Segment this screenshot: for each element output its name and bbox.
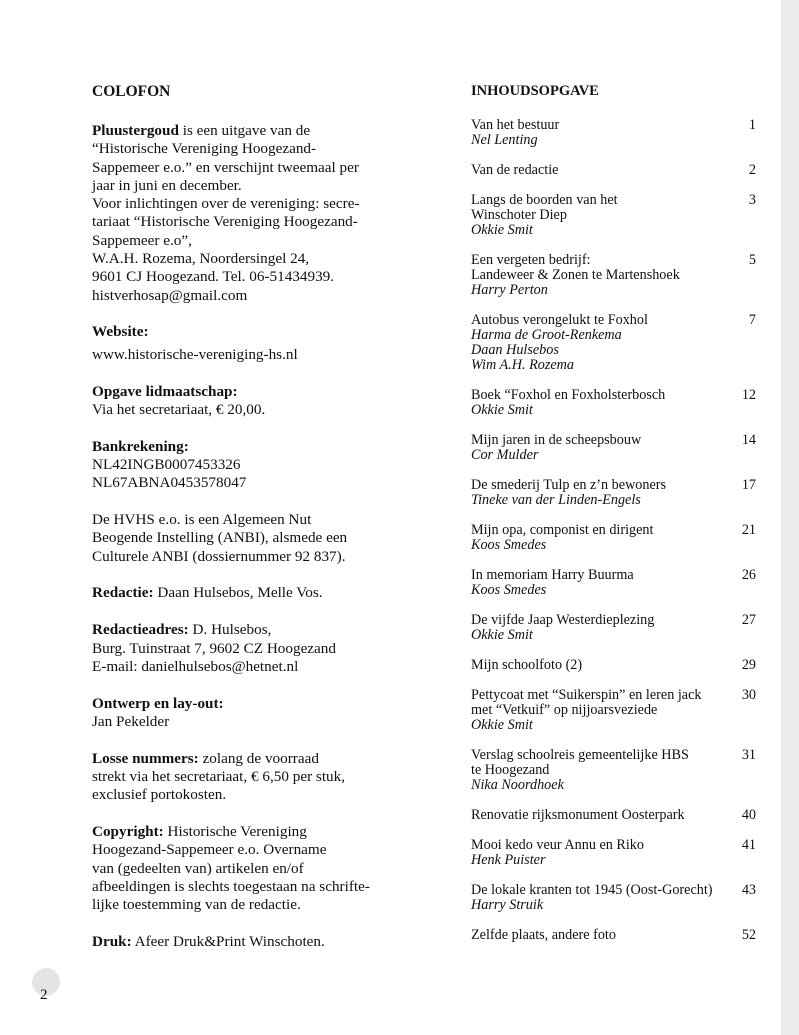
editors-label: Redactie:	[92, 584, 154, 602]
toc-entry-title: Autobus verongelukt te Foxhol	[471, 312, 648, 328]
toc-entry[interactable]	[471, 193, 756, 238]
toc-entry-author: Okkie Smit	[471, 222, 533, 238]
toc-entry[interactable]	[471, 838, 756, 868]
copyright-line: van (gedeelten van) artikelen en/of	[92, 859, 304, 877]
table-of-contents	[471, 82, 756, 958]
toc-entry-title: Winschoter Diep	[471, 207, 567, 223]
toc-entry-page-number: 12	[741, 387, 756, 403]
toc-entry[interactable]	[471, 433, 756, 463]
toc-entry-author: Okkie Smit	[471, 627, 533, 643]
toc-entry[interactable]	[471, 928, 756, 943]
intro-line: W.A.H. Rozema, Noordersingel 24,	[92, 250, 310, 268]
website-url: www.historische-vereniging-hs.nl	[92, 345, 298, 363]
toc-entry-page-number: 2	[748, 162, 756, 178]
website-block	[92, 323, 422, 364]
toc-heading: INHOUDSOPGAVE	[471, 83, 599, 99]
anbi-line: De HVHS e.o. is een Algemeen Nut	[92, 511, 312, 529]
toc-entry-page-number: 30	[741, 687, 756, 703]
toc-entry-title: Boek “Foxhol en Foxholsterbosch	[471, 387, 666, 403]
toc-entry-page-number: 14	[741, 432, 756, 448]
toc-entry[interactable]	[471, 658, 756, 673]
toc-entry-title: Een vergeten bedrijf:	[471, 252, 591, 268]
membership-value: Via het secretariaat, € 20,00.	[92, 400, 266, 418]
toc-entry-page-number: 26	[741, 567, 756, 583]
toc-entry-author: Koos Smedes	[471, 537, 547, 553]
toc-entry-author: Nel Lenting	[471, 132, 538, 148]
toc-entry-page-number: 43	[741, 882, 756, 898]
toc-entry-page-number: 5	[748, 252, 756, 268]
membership-label: Opgave lidmaatschap:	[92, 382, 238, 400]
toc-entry-title: Mooi kedo veur Annu en Riko	[471, 837, 644, 853]
anbi-line: Culturele ANBI (dossiernummer 92 837).	[92, 547, 346, 565]
toc-entry-page-number: 3	[748, 192, 756, 208]
scrollbar-track[interactable]	[781, 0, 799, 1035]
bank-block	[92, 438, 422, 493]
toc-entry-title: met “Vetkuif” op nijjoarsveziede	[471, 702, 658, 718]
toc-entry-title: Verslag schoolreis gemeentelijke HBS	[471, 747, 689, 763]
toc-entry-title: te Hoogezand	[471, 762, 550, 778]
toc-entry-title: In memoriam Harry Buurma	[471, 567, 634, 583]
toc-entry-author: Koos Smedes	[471, 582, 547, 598]
publication-name: Pluustergoud	[92, 122, 179, 139]
toc-entry-page-number: 21	[741, 522, 756, 538]
toc-entry-title: Pettycoat met “Suikerspin” en leren jack	[471, 687, 702, 703]
toc-entry-title: Landeweer & Zonen te Martenshoek	[471, 267, 680, 283]
toc-entry[interactable]	[471, 613, 756, 643]
intro-line: tariaat “Historische Vereniging Hoogezand-	[92, 213, 358, 231]
toc-entry-author: Daan Hulsebos	[471, 342, 559, 358]
toc-entry-author: Harry Struik	[471, 897, 544, 913]
copyright-block: Copyright: Historische Vereniging Hoogezand-Sappemeer e.o. Overname van (gedeelten van) artikelen en/of afbeeldingen is slechts toegestaan na schrifte- lijke toestemming van de redactie.	[92, 823, 422, 914]
website-label: Website:	[92, 323, 149, 341]
bank-label: Bankrekening:	[92, 437, 189, 455]
toc-entry-page-number: 40	[741, 807, 756, 823]
toc-entry-title: Mijn schoolfoto (2)	[471, 657, 583, 673]
toc-entry[interactable]	[471, 688, 756, 733]
toc-entry[interactable]	[471, 388, 756, 418]
bank-account: NL42INGB0007453326	[92, 455, 241, 473]
toc-entry[interactable]	[471, 883, 756, 913]
colofon-heading: COLOFON	[92, 83, 171, 100]
copyright-label: Copyright:	[92, 823, 164, 841]
toc-entry-page-number: 17	[741, 477, 756, 493]
colofon-column	[92, 82, 422, 970]
toc-entry-title: Langs de boorden van het	[471, 192, 618, 208]
copyright-line: afbeeldingen is slechts toegestaan na schrifte-	[92, 878, 370, 895]
toc-entry-page-number: 27	[741, 612, 756, 628]
single-issues-label: Losse nummers:	[92, 749, 199, 767]
toc-entry[interactable]	[471, 478, 756, 508]
editorial-address-label: Redactieadres:	[92, 621, 189, 639]
editor-email: E-mail: danielhulsebos@hetnet.nl	[92, 657, 299, 675]
toc-entry-title: Zelfde plaats, andere foto	[471, 927, 616, 943]
address-line: Burg. Tuinstraat 7, 9602 CZ Hoogezand	[92, 639, 336, 657]
toc-entry-author: Okkie Smit	[471, 717, 533, 733]
toc-entry-author: Henk Puister	[471, 852, 546, 868]
intro-line: Sappemeer e.o.” en verschijnt tweemaal per	[92, 158, 359, 176]
toc-entry-title: Mijn opa, componist en dirigent	[471, 522, 654, 538]
print-label: Druk:	[92, 933, 132, 951]
toc-entry-title: Mijn jaren in de scheepsbouw	[471, 432, 642, 448]
intro-line: 9601 CJ Hoogezand. Tel. 06-51434939.	[92, 268, 335, 286]
print-block	[92, 933, 422, 951]
toc-entry[interactable]	[471, 748, 756, 793]
editors-value: Daan Hulsebos, Melle Vos.	[153, 584, 323, 602]
intro-line: Voor inlichtingen over de vereniging: secre-	[92, 195, 360, 213]
toc-entry[interactable]	[471, 253, 756, 298]
toc-list	[471, 118, 756, 943]
toc-entry[interactable]	[471, 163, 756, 178]
toc-entry-title: Renovatie rijksmonument Oosterpark	[471, 807, 685, 823]
toc-entry-title: Van het bestuur	[471, 117, 560, 133]
toc-entry-author: Okkie Smit	[471, 402, 533, 418]
toc-entry-page-number: 1	[748, 117, 756, 133]
intro-line: jaar in juni en december.	[92, 176, 242, 194]
design-block	[92, 695, 422, 732]
page-number: 2	[40, 987, 48, 1003]
editors-block	[92, 584, 422, 602]
toc-entry[interactable]	[471, 118, 756, 148]
single-issues-line: strekt via het secretariaat, € 6,50 per stuk,	[92, 768, 346, 786]
anbi-line: Beogende Instelling (ANBI), alsmede een	[92, 529, 348, 547]
toc-entry-title: De vijfde Jaap Westerdieplezing	[471, 612, 655, 628]
copyright-line: Hoogezand-Sappemeer e.o. Overname	[92, 841, 327, 859]
membership-block	[92, 383, 422, 420]
printer-name: Afeer Druk&Print Winschoten.	[131, 933, 325, 951]
toc-entry-author: Wim A.H. Rozema	[471, 357, 574, 373]
design-label: Ontwerp en lay-out:	[92, 694, 224, 712]
designer-name: Jan Pekelder	[92, 712, 170, 730]
toc-entry-author: Harma de Groot-Renkema	[471, 327, 622, 343]
intro-line: “Historische Vereniging Hoogezand-	[92, 140, 317, 158]
toc-entry-page-number: 52	[741, 927, 756, 943]
editorial-address-block: Redactieadres: D. Hulsebos, Burg. Tuinstraat 7, 9602 CZ Hoogezand E-mail: danielhulsebos@hetnet.nl	[92, 621, 422, 676]
copyright-line: lijke toestemming van de redactie.	[92, 896, 301, 914]
intro-line: Sappemeer e.o”,	[92, 231, 192, 249]
toc-entry-title: De smederij Tulp en z’n bewoners	[471, 477, 667, 493]
anbi-block	[92, 511, 422, 566]
toc-entry-page-number: 41	[741, 837, 756, 853]
bank-account: NL67ABNA0453578047	[92, 474, 247, 492]
toc-entry-title: Van de redactie	[471, 162, 559, 178]
toc-entry[interactable]	[471, 523, 756, 553]
single-issues-block: Losse nummers: zolang de voorraad strekt via het secretariaat, € 6,50 per stuk, exclusief portokosten.	[92, 750, 422, 805]
toc-entry[interactable]	[471, 568, 756, 598]
toc-entry-author: Cor Mulder	[471, 447, 539, 463]
toc-entry-page-number: 31	[741, 747, 756, 763]
toc-entry-title: De lokale kranten tot 1945 (Oost-Gorecht)	[471, 882, 713, 898]
toc-entry-author: Harry Perton	[471, 282, 548, 298]
toc-entry-page-number: 29	[741, 657, 756, 673]
toc-entry[interactable]	[471, 313, 756, 373]
toc-entry[interactable]	[471, 808, 756, 823]
toc-entry-page-number: 7	[748, 312, 756, 328]
email-text: histverhosap@gmail.com	[92, 286, 248, 304]
single-issues-line: exclusief portokosten.	[92, 786, 227, 804]
toc-entry-author: Nika Noordhoek	[471, 777, 564, 793]
toc-entry-author: Tineke van der Linden-Engels	[471, 492, 641, 508]
intro-block: Pluustergoud is een uitgave van de “Historische Vereniging Hoogezand- Sappemeer e.o.” en verschijnt tweemaal per jaar in juni en december. Voor inlichtingen over de vereniging: secre- tariaat “Historische Vereniging Hoogezand- Sappemeer e.o”, W.A.H. Rozema, Noordersingel 24, 9601 CJ Hoogezand. Tel. 06-51434939. histverhosap@gmail.com	[92, 122, 422, 305]
